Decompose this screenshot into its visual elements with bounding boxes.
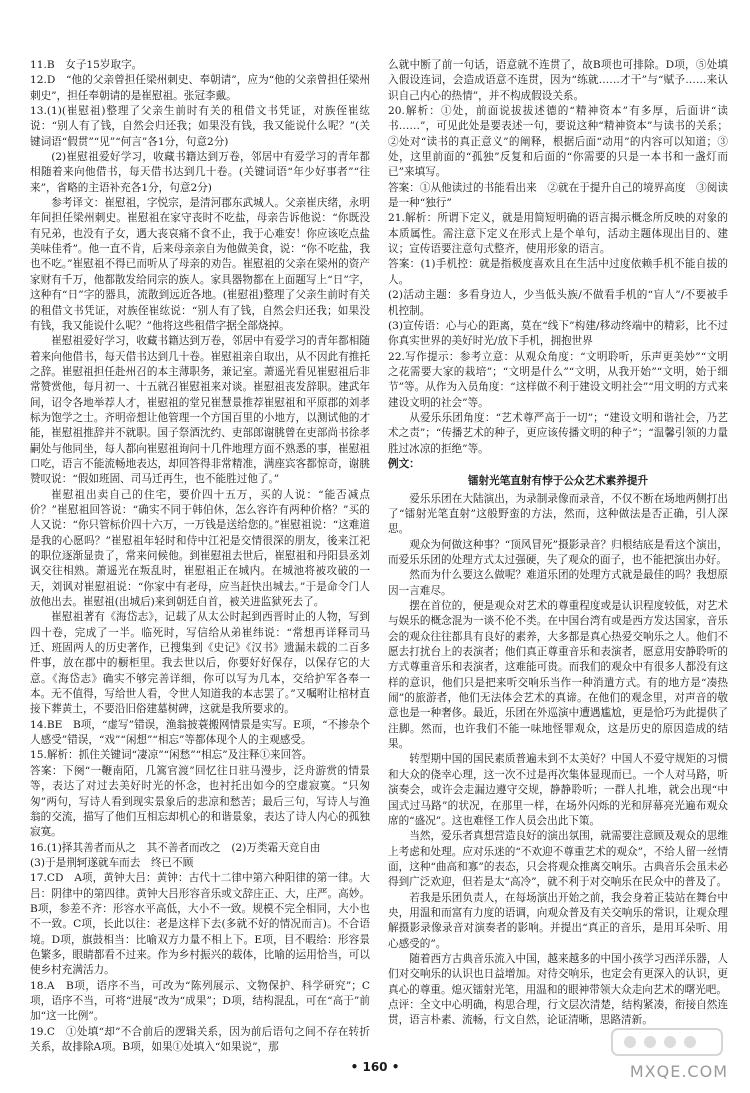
answer-22-tips: 22.写作提示：参考立意：从观众角度：“文明聆听，乐声更美妙”“文明之花需要大家的栽培”；“文明是什么”“文明，从我开始”“文明，始于细节”等。从作为入员角度：“这样做不利于建设文明社会”“用文明的方式来建设文明的社会”等。 <box>388 350 728 409</box>
essay-para-3: 然而为什么要这么做呢？难道乐团的处理方式就是最佳的吗？我想原因一言难尽。 <box>388 569 728 597</box>
essay-para-8: 随着西方古典音乐流入中国，越来越多的中国小孩学习西洋乐器，人们对交响乐的认识也日益增加。对待交响乐，也定会有更深入的认识，更真心的尊重。熄灭镭射光笔，用温和的眼神带领大众走向艺术的曙光吧。 <box>388 952 728 996</box>
answer-15: 答案：下阕“一鞭南陌，几篙官渡”回忆往日驻马漫步，泛舟游赏的情景等，表达了对过去美好时光的怀念，也衬托出如今的空虚寂寞。“只匆匆”两句，写诗人看到现实景象后的悲凉和愁苦；最后三句，写诗人与渔翁的交流，描写了他们互相忘却机心的和谐景象，表达了诗人内心的孤独寂寞。 <box>30 764 370 839</box>
answer-18: 18.A B项，语序不当，可改为“陈列展示、文物保护、科学研究”；C项，语序不当，可将“进展”改为“成果”；D项，结构混乱，可在“高于”前加“这一比例”。 <box>30 979 370 1023</box>
answer-16-3: (3)于是荆轲遂就车而去 终已不顾 <box>30 856 194 869</box>
translation-para-2: 崔慰祖爱好学习，收藏书籍达到万卷，邻居中有爱学习的青年都相随着来向他借书，每天借书达到几十卷。崔慰祖亲自取出，从不因此有推托之辞。崔慰祖担任赴州召的本主薄职务，兼记室。萧遥光看见崔慰祖后非常赞赏他，每月初一、十五就召崔慰祖来对谈。崔慰祖丧发辞职。建武年间，诏令各地举荐人才，崔慰祖的堂兄崔慧景推荐崔慰祖和平原郡的刘孝标为饱学之士。齐明帝想让他管理一个方国百里的小地方，以测试他的才能，崔慰祖推辞并不就职。国子祭酒沈约、吏部郎谢朓曾在吏部尚书徐孝嗣处与他同坐，每人都向崔慰祖询问十几件地理方面不熟悉的事，崔慰祖口吃，语言不能流畅地表达，却回答得非常精准，满座宾客都惊奇，谢朓赞叹说：“假如班固、司马迁再生，也不能胜过他了。” <box>30 335 370 486</box>
essay-para-6: 当然，爱乐者真想营造良好的演出氛围，就需要注意顾及观众的思维上考虑和处理。应对乐迷的“不欢迎不尊重艺术的观众”，不给人留一丝情面，这种“曲高和寡”的表态，只会将观众推离交响乐。古典音乐会虽未必得到广泛欢迎，但若是太“高冷”，就不利于对交响乐在民众中的普及了。 <box>388 830 728 889</box>
translation-para-1: 参考译文：崔慰祖，字悦宗，是清河郡东武城人。父亲崔庆绪，永明年间担任梁州刺史。崔慰祖在家守丧时不吃盐，母亲告诉他说：“你既没有兄弟，也没有子女，遇大丧哀痛不食不止，我于心难安！你应该吃点盐美味佳肴”。他一直不肯，后来母亲亲自为他做美食，说：“你不吃盐，我也不吃。”崔慰祖不得已而听从了母亲的劝告。崔慰祖的父亲在梁州的资产家财有千万，他都散发给同宗的族人。家具器物都在上面题写上“日”字，这种有“日”字的器具，流散到远近各地。(崔慰祖)整理了父亲生前时有关的租借文书凭证，对族侄崔纮说：“别人有了钱，自然会归还我；如果没有钱，我又能说什么呢？”他将这些租借字据全部烧掉。 <box>30 197 370 332</box>
answer-13-2: (2)崔慰祖爱好学习，收藏书籍达到万卷，邻居中有爱学习的青年都相随着来向他借书，每天借书达到几十卷。(关键词语“年少好事者”“往来”，省略的主语补充各1分，句意2分) <box>30 151 370 194</box>
watermark-text: MXQE.COM <box>629 1062 728 1081</box>
answer-19: 19.C ①处填“却”不合前后的逻辑关系，因为前后语句之间不存在转折关系，故排除A项。B项，如果①处填入“如果说”，那 <box>30 1025 370 1053</box>
answer-13-1: 13.(1)(崔慰祖)整理了父亲生前时有关的租借文书凭证，对族侄崔纮说：“别人有了钱，自然会归还我；如果没有钱，我又能说什么呢？”(关键词语“假贯”“见”“何言”各1分，句意2分) <box>30 105 370 148</box>
answer-16-1: 16.(1)择其善者而从之 其不善者而改之 (2)万类霜天竞自由 <box>30 841 321 854</box>
right-column <box>388 58 728 1058</box>
answer-22-tips-2: 从爱乐乐团角度：“艺术尊严高于一切”；“建设文明和谐社会，乃艺术之责”；“传播艺术的种子，更应该传播文明的种子”；“温馨引领的力量胜过冰凉的拒绝”等。 <box>388 411 728 455</box>
essay-para-5: 转型期中国的国民素质普遍未到不太美好？中国人不爱守规矩的习惯和大众的侥幸心理，这一次不过是再次集体显现而已。一个人对马路，听演奏会，或许会走漏边遵守交规，静静聆听；一群人扎堆，就会出现“中国式过马路”的状况，在那里一样，在场外闪烁的光和屏幕亮光遍布观众席的“盛况”。这也难怪工作人员会出此下策。 <box>388 753 728 827</box>
answer-21-analysis: 21.解析：所谓下定义，就是用简短明确的语言揭示概念所反映的对象的本质属性。需注意下定义在形式上是个单句，活动主题体现出目的、建议；宣传语要注意句式整齐，使用形象的语言。 <box>388 212 728 256</box>
translation-para-3: 崔慰祖出卖自己的住宅，要价四十五万，买的人说：“能否减点价？”崔慰祖回答说：“确实不同于韩伯休，怎么容许有两种价格？”买的人又说：“你只管标价四十六万，一万钱是送给您的。”崔慰祖说：“这难道是我的心愿吗？”崔慰祖年轻时和侍中江祀是交情很深的朋友，後来江祀的职位逐渐显贵了，常来问候他。到崔慰祖去世后，崔慰祖和丹阳县丞刘讽交往相熟。萧遥光在叛乱时，崔慰祖正在城内。在城池将被攻破的一天，刘讽对崔慰祖说：“你家中有老母，应当赶快出城去。”于是命令门人放他出去。崔慰祖(出城后)来到朝廷自首，被关进监狱死去了。 <box>30 488 370 609</box>
essay-title: 镭射光笔直射有悖于公众艺术素养提升 <box>467 475 649 488</box>
answer-17: 17.CD A项，黄钟大吕：黄钟：古代十二律中第六种阳律的第一律。大吕：阴律中的第四律。黄钟大吕形容音乐或文辞庄正、大，庄严。高妙。B项，参差不齐：形容水平高低，大小不一致。规模不完全相同，大小也不一致。C项，长此以往：老是这样下去(多就不好的情况而言)。不合语境。D项，旗鼓相当：比喻双方力量不相上下。E项，目不暇给：形容景色繁多，眼睛都看不过来。作为乡村振兴的载体，比喻的运用恰当，可以使乡村充满活力。 <box>30 872 370 977</box>
answer-20: 答案：①从他读过的书能看出来 ②就在于提升自己的境界高度 ③阅读是一种“独行” <box>388 181 728 210</box>
answer-14: 14.BE B项，“虚写”错误，渔翁披蓑搬网情景是实写。E项，“不掺杂个人感受”错误，“戏”“闲想”“相忘”等都体现个人的主观感受。 <box>30 718 370 747</box>
answer-20-analysis: 20.解析：①处，前面说拔拔述德的“精神资本”有多厚，后面讲“读书……”，可见此处是要表述一句，要说这种“精神资本”与读书的关系；②处对“读书的真正意义”的阐释，根据后面“动用”的内容可以知道；③处，这里前面的“孤独”反复和后面的“你需要的只是一本书和一盏灯而已”来填写。 <box>388 105 728 179</box>
answer-21-2: (2)活动主题：多看身边人，少当低头族/不做看手机的“盲人”/不要被手机控制。 <box>388 289 728 317</box>
essay-para-7: 若我是乐团负责人，在每场演出开始之前，我会身着正装站在舞台中央，用温和而富有力度的语调，向观众普及有关交响乐的常识，让观众理解摄影录像录音对演奏者的影响。并提出“真正的音乐，是用耳朵听、用心感受的”。 <box>388 891 728 950</box>
answer-15-analysis: 15.解析：抓住关键词“凄凉”“闲愁”“相忘”及注释①来回答。 <box>30 749 313 762</box>
page-number: • 160 • <box>350 1060 400 1074</box>
answer-11: 11.B 女子15岁取字。 <box>30 59 143 71</box>
answer-21-1: 答案：(1)手机控：就是指极度喜欢且在生活中过度依赖手机不能自拔的人。 <box>388 258 728 286</box>
translation-para-4: 崔慰祖著有《海岱志》，记载了从太公时起到西晋时止的人物，写到四十卷，完成了一半。临死时，写信给从弟崔纬说：“常想再详释司马迁、班固两人的历史著作，已搜集到《史记》《汉书》遗漏未载的二百多件事，放在郡中的橱柜里。我去世以后，你要好好保存，以保存它的大意。《海岱志》确实不够完善详细，你可以写为几本，交给护军各奉一本。无不值得，写给世人看，令世人知道我的本志罢了。”又嘱咐让棺材直接下葬黄土，不要沿旧俗建墓树碑，这就是我所要求的。 <box>30 611 370 716</box>
essay-para-4: 摆在首位的，便是观众对艺术的尊重程度或是认识程度较低，对艺术与娱乐的概念混为一谈不伦不类。在中国台湾有或是西方发达国家，音乐会的观众往往都具有良好的素养，大多都是真心热爱交响乐之人。他们不愿去打扰台上的表演者；他们真正尊重音乐和表演者，愿意用安静聆听的方式尊重音乐和表演者，这难能可贵。而我们的观众中有很多人都没有这样的意识，他们只是把来听交响乐当作一种消遣方式。有的地方是“凑热闹”的旅游者，他们无法体会艺术的真谛。在他们的观念里，对声音的敬意也是一种奢侈。最近，乐团在外巡演中遭遇尴尬，更是恰巧为此提供了注脚。然而，也许我们不能一味地怪罪观众，这是历史的原因造成的结果。 <box>388 600 728 751</box>
answer-12: 12.D “他的父亲曾担任梁州刺史、奉朝请”，应为“他的父亲曾担任梁州刺史”，担任奉朝请的是崔慰祖。张冠李戴。 <box>30 74 370 102</box>
answer-19-cont: 么就中断了前一句话，语意就不连贯了，故B项也可排除。D项，⑤处填入假设连词，会造成语意不连贯，因为“练就……才干”与“赋予……来认识自己内心的热情”，并不构成假设关系。 <box>388 59 728 102</box>
answer-21-3: (3)宣传语：心与心的距离，莫在“线下”构建/移动终端中的精彩，比不过你真实世界的美好时光/放下手机，拥抱世界 <box>388 319 728 348</box>
left-column <box>30 58 370 1058</box>
essay-para-1: 爱乐乐团在大陆演出，为录制录像而录音，不仅不断在场地两侧打出了“镭射光笔直射”这般野蛮的方法，然而，这种做法是否正确，引人深思。 <box>388 492 728 536</box>
essay-para-2: 观众为何做这种事？“顶风冒死”摄影录音？归根结底是看这个演出，而爱乐乐团的处理方式太过强硬，失了观众的面子，也不能把演出办好。 <box>388 538 728 566</box>
example-label: 例文： <box>388 457 420 470</box>
essay-comment: 点评：全文中心明确，构思合理，行文层次清楚，结构紧凑，衔接自然连贯，语言朴素、流畅，行文自然，论证清晰，思路清新。 <box>388 998 728 1027</box>
